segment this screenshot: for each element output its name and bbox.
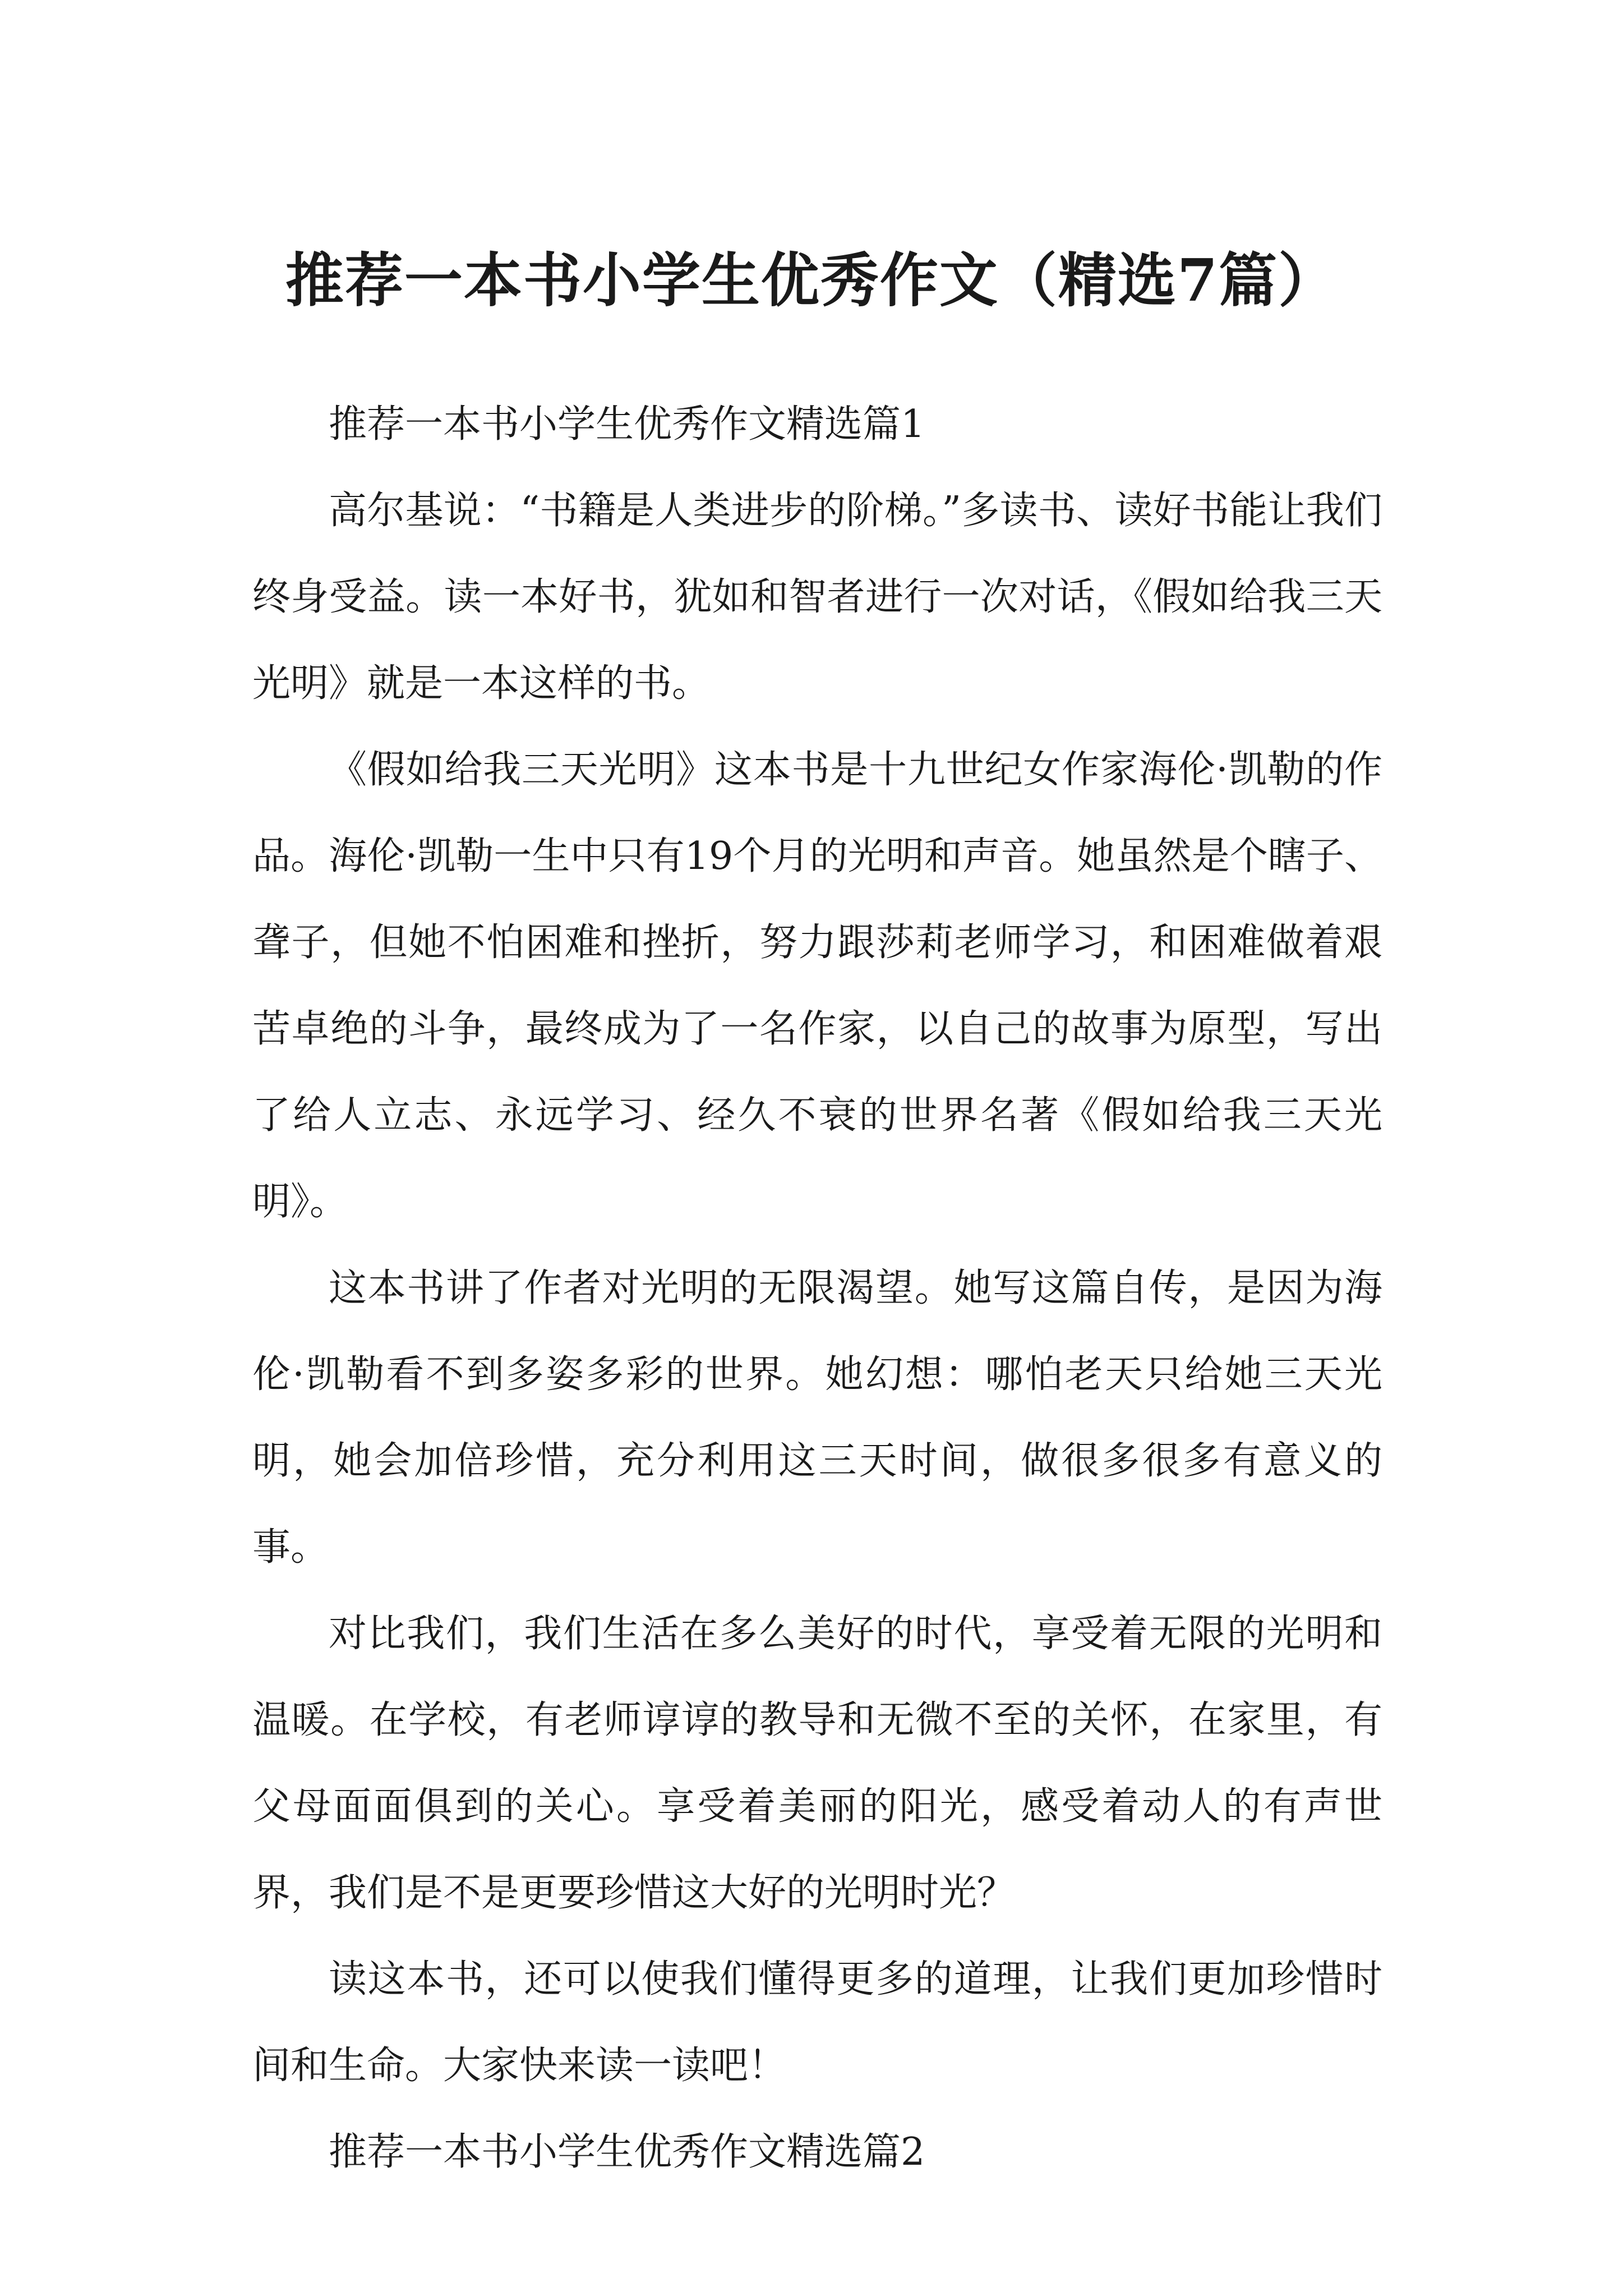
document-body (252, 381, 1382, 2196)
section-heading: 推荐一本书小学生优秀作文精选篇1 (329, 402, 925, 447)
paragraph: 高尔基说：“书籍是人类进步的阶梯。”多读书、读好书能让我们终身受益。读一本好书，犹如和智者进行一次对话，《假如给我三天光明》就是一本这样的书。 (252, 489, 1382, 706)
paragraph: 读这本书，还可以使我们懂得更多的道理，让我们更加珍惜时间和生命。大家快来读一读吧！ (252, 1957, 1382, 2088)
paragraph: 《假如给我三天光明》这本书是十九世纪女作家海伦·凯勒的作品。海伦·凯勒一生中只有19个月的光明和声音。她虽然是个瞎子、聋子，但她不怕困难和挫折，努力跟莎莉老师学习，和困难做着艰苦卓绝的斗争，最终成为了一名作家，以自己的故事为原型，写出了给人立志、永远学习、经久不衰的世界名著《假如给我三天光明》。 (252, 748, 1382, 1224)
document-title: 推荐一本书小学生优秀作文（精选7篇） (285, 245, 1338, 315)
paragraph: 这本书讲了作者对光明的无限渴望。她写这篇自传，是因为海伦·凯勒看不到多姿多彩的世界。她幻想：哪怕老天只给她三天光明，她会加倍珍惜，充分利用这三天时间，做很多很多有意义的事。 (252, 1266, 1382, 1570)
paragraph: 对比我们，我们生活在多么美好的时代，享受着无限的光明和温暖。在学校，有老师谆谆的教导和无微不至的关怀，在家里，有父母面面俱到的关心。享受着美丽的阳光，感受着动人的有声世界，我们是不是更要珍惜这大好的光明时光？ (252, 1612, 1382, 1915)
section-heading: 推荐一本书小学生优秀作文精选篇2 (329, 2130, 925, 2174)
